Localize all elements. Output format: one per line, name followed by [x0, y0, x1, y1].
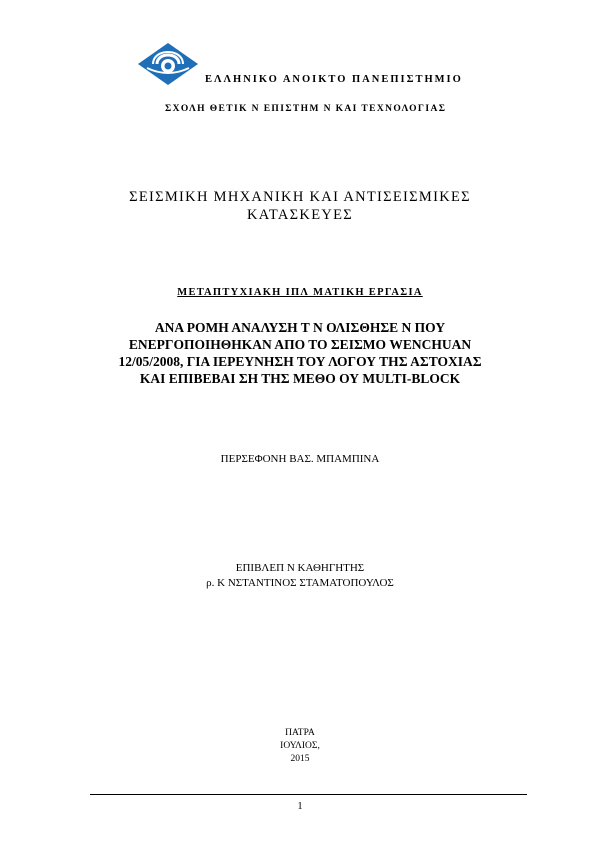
supervisor-block: [0, 561, 600, 591]
thesis-title-line: ΕΝΕΡΓΟΠΟΙΗΘΗΚΑΝ ΑΠΟ ΤΟ ΣΕΙΣΜΟ WENCHUAN: [128, 337, 472, 352]
thesis-title: [0, 319, 600, 387]
program-subject-line: ΣΕΙΣΜΙΚΗ ΜΗΧΑΝΙΚΗ ΚΑΙ ΑΝΤΙΣΕΙΣΜΙΚΕΣ: [129, 189, 471, 205]
supervisor-label: ΕΠΙΒΛΕΠ Ν ΚΑΘΗΓΗΤΗΣ: [235, 562, 365, 574]
city: ΠΑΤΡΑ: [285, 728, 315, 738]
author-name: ΠΕΡΣΕΦΟΝΗ ΒΑΣ. ΜΠΑΜΠΙΝΑ: [220, 453, 380, 465]
thesis-title-line: ΑΝΑ ΡΟΜΗ ΑΝΑΛΥΣΗ Τ Ν ΟΛΙΣΘΗΣΕ Ν ΠΟΥ: [154, 320, 446, 335]
thesis-type: ΜΕΤΑΠΤΥΧΙΑΚΗ ΙΠΛ ΜΑΤΙΚΗ ΕΡΓΑΣΙΑ: [177, 287, 423, 298]
thesis-title-line: ΚΑΙ ΕΠΙΒΕΒΑΙ ΣΗ ΤΗΣ ΜΕΘΟ ΟΥ MULTI-BLOCK: [139, 371, 461, 386]
page-number: 1: [297, 801, 303, 812]
program-subject: [0, 188, 600, 224]
program-subject-line: ΚΑΤΑΣΚΕΥΕΣ: [246, 207, 354, 223]
supervisor-name: ρ. Κ ΝΣΤΑΝΤΙΝΟΣ ΣΤΑΜΑΤΟΠΟΥΛΟΣ: [206, 577, 394, 589]
university-name: ΕΛΛΗΝΙΚΟ ΑΝΟΙΚΤΟ ΠΑΝΕΠΙΣΤΗΜΙΟ: [205, 74, 463, 85]
year: 2015: [290, 754, 310, 764]
footer-divider: [90, 794, 527, 795]
thesis-title-line: 12/05/2008, ΓΙΑ ΙΕΡΕΥΝΗΣΗ ΤΟΥ ΛΟΓΟΥ ΤΗΣ ΑΣΤΟΧΙΑΣ: [118, 354, 482, 369]
university-logo-icon: [137, 42, 199, 86]
school-name: ΣΧΟΛΗ ΘΕΤΙΚ Ν ΕΠΙΣΤΗΜ Ν ΚΑΙ ΤΕΧΝΟΛΟΓΙΑΣ: [165, 104, 447, 114]
month: ΙΟΥΛΙΟΣ,: [280, 741, 320, 751]
place-date: [0, 727, 600, 766]
